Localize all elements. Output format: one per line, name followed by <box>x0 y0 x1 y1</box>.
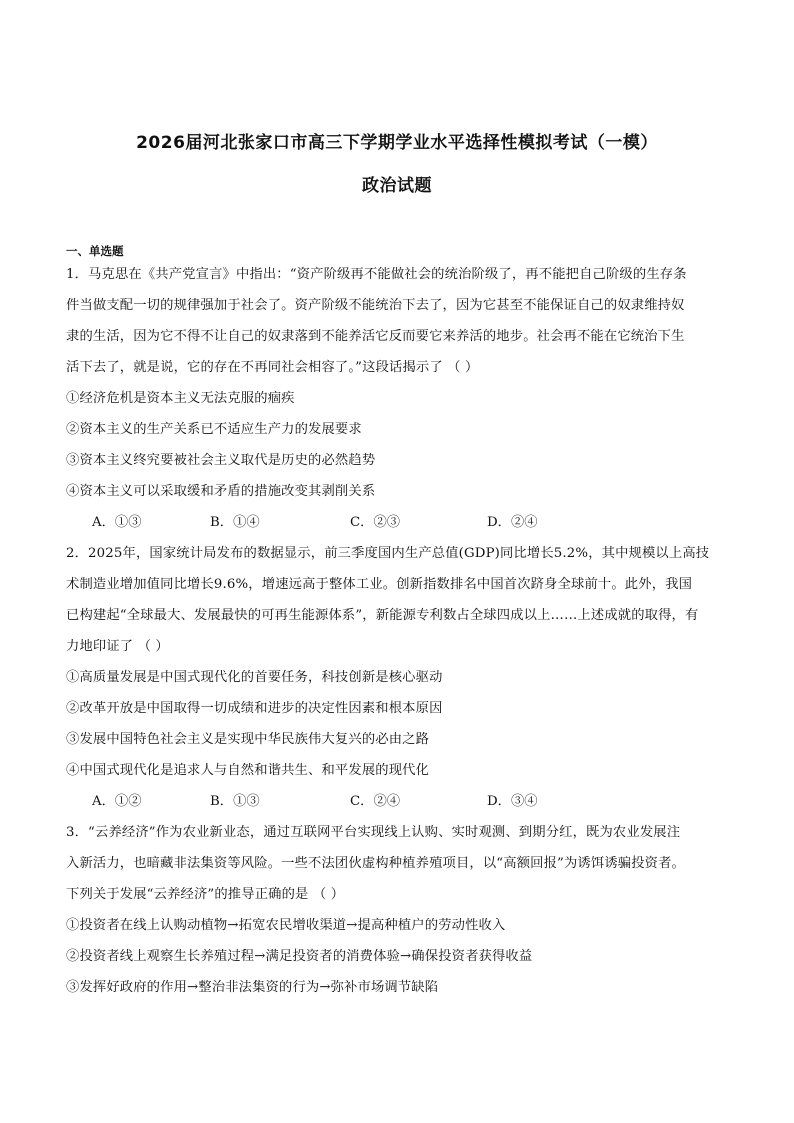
answer-option[interactable]: C．②③ <box>350 515 401 530</box>
question-stem-line: 件当做支配一切的规律强加于社会了。资产阶级不能统治下去了，因为它甚至不能保证自己的奴隶维持奴 <box>66 298 685 313</box>
statement-item: ②投资者线上观察生长养殖过程→满足投资者的消费体验→确保投资者获得收益 <box>66 949 533 964</box>
answer-options <box>66 507 730 538</box>
answer-option[interactable]: A．①② <box>92 794 142 809</box>
question-3 <box>66 817 730 1003</box>
exam-title: 2026届河北张家口市高三下学期学业水平选择性模拟考试（一模） <box>136 133 658 153</box>
statement-item: ④资本主义可以采取缓和矛盾的措施改变其剥削关系 <box>66 484 376 499</box>
question-stem-line: 1．马克思在《共产党宣言》中指出：“资产阶级再不能做社会的统治阶级了，再不能把自己阶级的生存条 <box>66 267 687 282</box>
question-stem-line: 力地印证了 （ ） <box>66 639 169 654</box>
statement-item: ③资本主义终究要被社会主义取代是历史的必然趋势 <box>66 453 376 468</box>
statement-item: ②资本主义的生产关系已不适应生产力的发展要求 <box>66 422 362 437</box>
answer-option[interactable]: B．①④ <box>210 515 260 530</box>
statement-item: ①投资者在线上认购动植物→拓宽农民增收渠道→提高种植户的劳动性收入 <box>66 918 506 933</box>
statement-item: ①高质量发展是中国式现代化的首要任务，科技创新是核心驱动 <box>66 670 443 685</box>
question-1 <box>66 259 730 538</box>
statement-item: ①经济危机是资本主义无法克服的痼疾 <box>66 391 295 406</box>
section-heading: 一、单选题 <box>66 244 124 258</box>
statement-item: ③发挥好政府的作用→整治非法集资的行为→弥补市场调节缺陷 <box>66 980 439 995</box>
question-2 <box>66 538 730 817</box>
questions-body <box>66 259 730 1003</box>
statement-item: ③发展中国特色社会主义是实现中华民族伟大复兴的必由之路 <box>66 732 430 747</box>
statement-item: ②改革开放是中国取得一切成绩和进步的决定性因素和根本原因 <box>66 701 443 716</box>
answer-option[interactable]: B．①③ <box>210 794 260 809</box>
answer-option[interactable]: C．②④ <box>350 794 401 809</box>
answer-option[interactable]: D．③④ <box>487 794 538 809</box>
exam-subtitle: 政治试题 <box>362 176 432 196</box>
answer-options <box>66 786 730 817</box>
answer-option[interactable]: D．②④ <box>487 515 538 530</box>
question-stem-line: 下列关于发展“云养经济”的推导正确的是 （ ） <box>66 887 345 902</box>
question-stem-line: 2．2025年，国家统计局发布的数据显示，前三季度国内生产总值(GDP)同比增长5.2%，其中规模以上高技 <box>66 546 710 561</box>
question-stem-line: 已构建起“全球最大、发展最快的可再生能源体系”，新能源专利数占全球四成以上……上述成就的取得，有 <box>66 608 699 623</box>
statement-item: ④中国式现代化是追求人与自然和谐共生、和平发展的现代化 <box>66 763 430 778</box>
question-stem-line: 隶的生活，因为它不得不让自己的奴隶落到不能养活它反而要它来养活的地步。社会再不能在它统治下生 <box>66 329 685 344</box>
question-stem-line: 3．“云养经济”作为农业新业态，通过互联网平台实现线上认购、实时观测、到期分红，既为农业发展注 <box>66 825 681 840</box>
question-stem-line: 术制造业增加值同比增长9.6%，增速远高于整体工业。创新指数排名中国首次跻身全球前十。此外，我国 <box>66 577 693 592</box>
answer-option[interactable]: A．①③ <box>92 515 142 530</box>
question-stem-line: 活下去了，就是说，它的存在不再同社会相容了。”这段话揭示了 （ ） <box>66 360 479 375</box>
question-stem-line: 入新活力，也暗藏非法集资等风险。一些不法团伙虚构种植养殖项目，以“高额回报”为诱饵诱骗投资者。 <box>66 856 686 871</box>
